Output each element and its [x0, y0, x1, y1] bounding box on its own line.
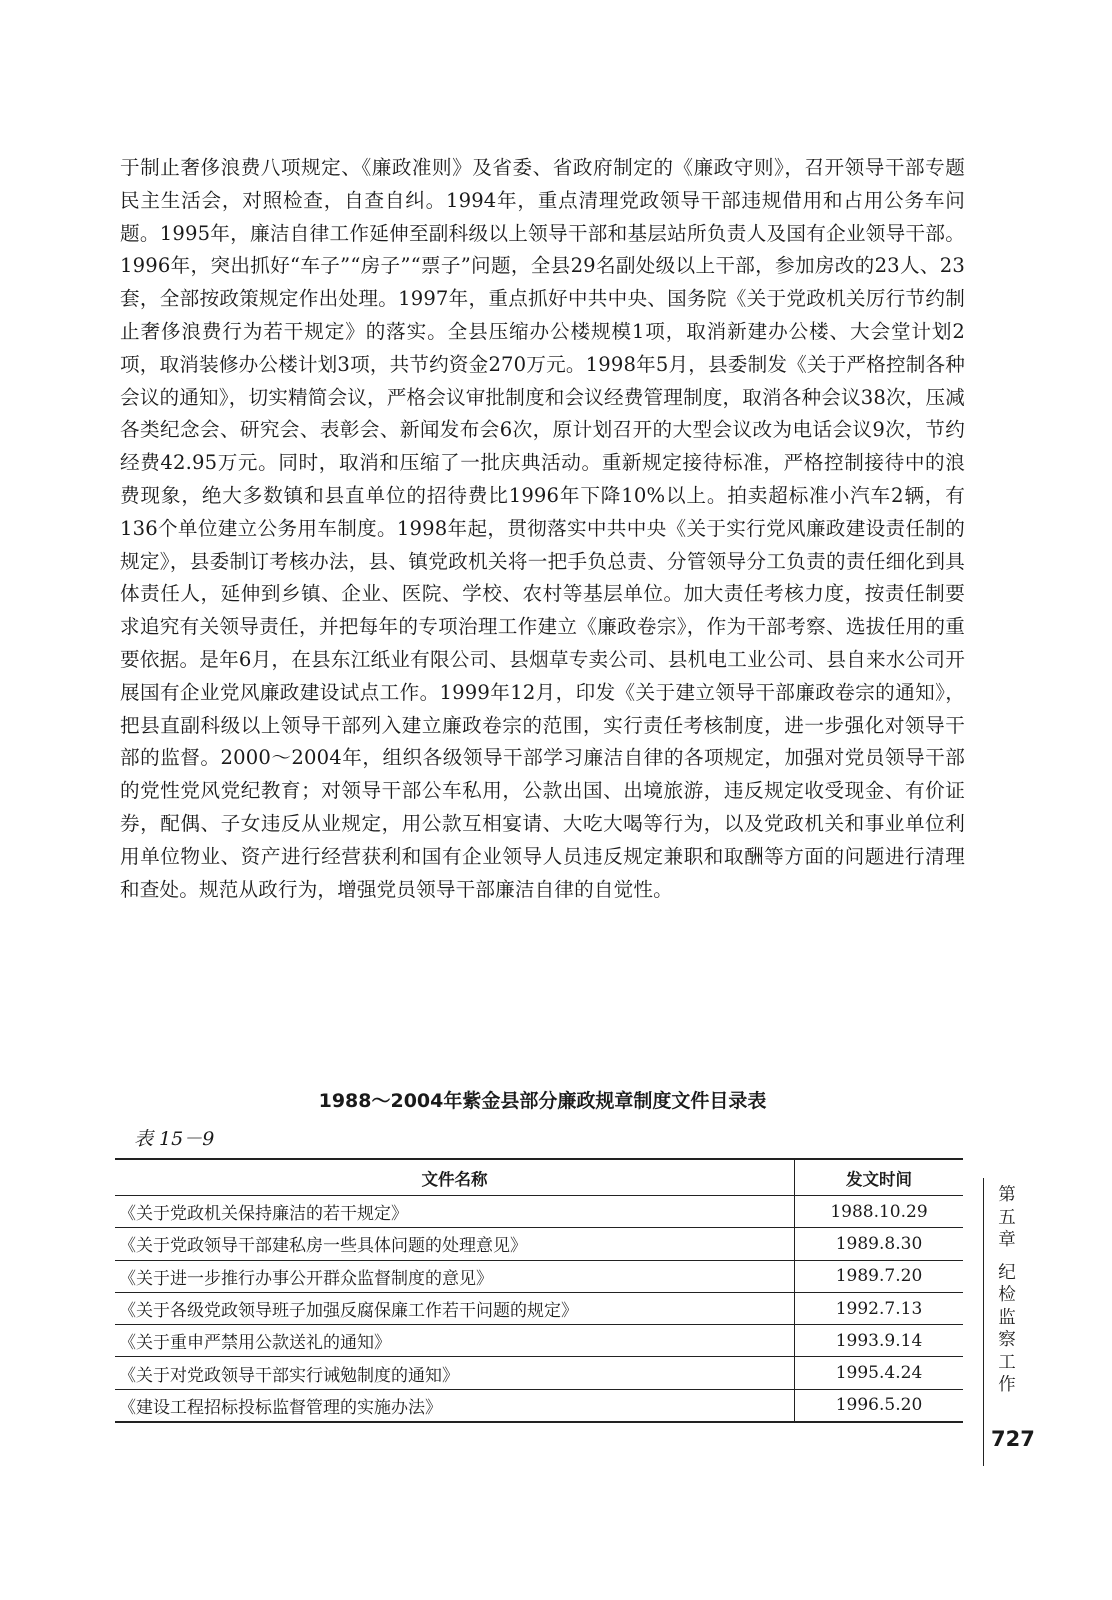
section-label-char: 工 [998, 1352, 1016, 1373]
document-name-cell: 《关于重申严禁用公款送礼的通知》 [115, 1325, 795, 1357]
document-name-cell: 《建设工程招标投标监督管理的实施办法》 [115, 1389, 795, 1422]
table-row [115, 1292, 963, 1324]
document-name-cell: 《关于党政机关保持廉洁的若干规定》 [115, 1196, 795, 1228]
table-row [115, 1357, 963, 1389]
sidebar-spacer [982, 1252, 1032, 1262]
table-row [115, 1325, 963, 1357]
section-label-char: 纪 [998, 1262, 1016, 1283]
document-catalog-table [115, 1158, 963, 1423]
issue-date-cell: 1995.4.24 [795, 1357, 964, 1389]
chapter-label-char: 五 [998, 1207, 1016, 1228]
document-name-cell: 《关于党政领导干部建私房一些具体问题的处理意见》 [115, 1228, 795, 1260]
section-label-char: 作 [998, 1375, 1016, 1395]
table-row [115, 1228, 963, 1260]
document-name-cell: 《关于进一步推行办事公开群众监督制度的意见》 [115, 1260, 795, 1292]
section-label-char: 监 [998, 1307, 1016, 1328]
issue-date-cell: 1989.7.20 [795, 1260, 964, 1292]
table-row [115, 1260, 963, 1292]
issue-date-cell: 1996.5.20 [795, 1389, 964, 1422]
table-row [115, 1196, 963, 1228]
header-document-name: 文件名称 [115, 1159, 795, 1196]
table-header-row [115, 1159, 963, 1196]
section-label-char: 察 [998, 1330, 1016, 1350]
issue-date-cell: 1993.9.14 [795, 1325, 964, 1357]
table-title: 1988～2004年紫金县部分廉政规章制度文件目录表 [318, 1090, 767, 1112]
chapter-label-char: 章 [998, 1230, 1016, 1250]
body-paragraph: 于制止奢侈浪费八项规定、《廉政准则》及省委、省政府制定的《廉政守则》，召开领导干部专题民主生活会，对照检查，自查自纠。1994年，重点清理党政领导干部违规借用和占用公务车问题。1995年，廉洁自律工作延伸至副科级以上领导干部和基层站所负责人及国有企业领导干部。1996年，突出抓好“车子”“房子”“票子”问题，全县29名副处级以上干部，参加房改的23人、23套，全部按政策规定作出处理。1997年，重点抓好中共中央、国务院《关于党政机关厉行节约制止奢侈浪费行为若干规定》的落实。全县压缩办公楼规模1项，取消新建办公楼、大会堂计划2项，取消装修办公楼计划3项，共节约资金270万元。1998年5月，县委制发《关于严格控制各种会议的通知》，切实精简会议，严格会议审批制度和会议经费管理制度，取消各种会议38次，压减各类纪念会、研究会、表彰会、新闻发布会6次，原计划召开的大型会议改为电话会议9次，节约经费42.95万元。同时，取消和压缩了一批庆典活动。重新规定接待标准，严格控制接待中的浪费现象，绝大多数镇和县直单位的招待费比1996年下降10%以上。拍卖超标准小汽车2辆，有136个单位建立公务用车制度。1998年起，贯彻落实中共中央《关于实行党风廉政建设责任制的规定》，县委制订考核办法，县、镇党政机关将一把手负总责、分管领导分工负责的责任细化到具体责任人，延伸到乡镇、企业、医院、学校、农村等基层单位。加大责任考核力度，按责任制要求追究有关领导责任，并把每年的专项治理工作建立《廉政卷宗》，作为干部考察、选拔任用的重要依据。是年6月，在县东江纸业有限公司、县烟草专卖公司、县机电工业公司、县自来水公司开展国有企业党风廉政建设试点工作。1999年12月，印发《关于建立领导干部廉政卷宗的通知》，把县直副科级以上领导干部列入建立廉政卷宗的范围，实行责任考核制度，进一步强化对领导干部的监督。2000～2004年，组织各级领导干部学习廉洁自律的各项规定，加强对党员领导干部的党性党风党纪教育；对领导干部公车私用，公款出国、出境旅游，违反规定收受现金、有价证券，配偶、子女违反从业规定，用公款互相宴请、大吃大喝等行为，以及党政机关和事业单位利用单位物业、资产进行经营获利和国有企业领导人员违反规定兼职和取酬等方面的问题进行清理和查处。规范从政行为，增强党员领导干部廉洁自律的自觉性。 [120, 156, 965, 901]
document-name-cell: 《关于对党政领导干部实行诫勉制度的通知》 [115, 1357, 795, 1389]
issue-date-cell: 1989.8.30 [795, 1228, 964, 1260]
issue-date-cell: 1988.10.29 [795, 1196, 964, 1228]
header-issue-date: 发文时间 [795, 1159, 964, 1196]
issue-date-cell: 1992.7.13 [795, 1292, 964, 1324]
table-number: 表 15－9 [134, 1128, 215, 1150]
page-number: 727 [991, 1427, 1035, 1451]
chapter-sidebar [982, 1184, 1032, 1397]
section-label-char: 检 [998, 1285, 1016, 1305]
chapter-label-char: 第 [998, 1185, 1016, 1205]
document-name-cell: 《关于各级党政领导班子加强反腐保廉工作若干问题的规定》 [115, 1292, 795, 1324]
table-row [115, 1389, 963, 1422]
